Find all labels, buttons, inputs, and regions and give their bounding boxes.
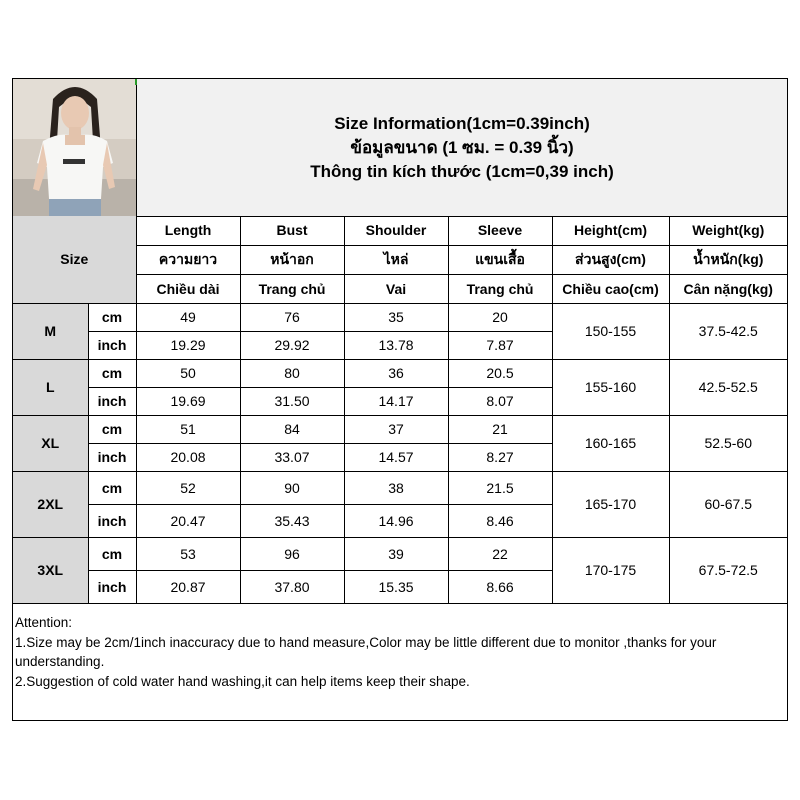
height-range: 155-160 (552, 359, 669, 415)
table-cell: 51 (136, 415, 240, 443)
table-cell: 29.92 (240, 331, 344, 359)
height-range: 150-155 (552, 303, 669, 359)
table-cell: 19.29 (136, 331, 240, 359)
attention-notes (15, 613, 785, 691)
unit-cm: cm (88, 359, 136, 387)
size-name: XL (13, 415, 88, 471)
table-cell: 35 (344, 303, 448, 331)
table-cell: 96 (240, 537, 344, 570)
table-cell: 8.46 (448, 504, 552, 537)
col-height-en: Height(cm) (552, 216, 669, 245)
weight-range: 67.5-72.5 (669, 537, 787, 603)
table-cell: 20.87 (136, 570, 240, 603)
table-cell: 50 (136, 359, 240, 387)
title-area (137, 79, 787, 216)
unit-cm: cm (88, 471, 136, 504)
chart-header (13, 79, 787, 217)
unit-inch: inch (88, 443, 136, 471)
model-image (13, 79, 136, 216)
table-cell: 31.50 (240, 387, 344, 415)
table-cell: 7.87 (448, 331, 552, 359)
table-cell: 37 (344, 415, 448, 443)
table-cell: 76 (240, 303, 344, 331)
weight-range: 52.5-60 (669, 415, 787, 471)
height-range: 165-170 (552, 471, 669, 537)
col-weight-vi: Cân nặng(kg) (669, 274, 787, 303)
table-cell: 37.80 (240, 570, 344, 603)
height-range: 160-165 (552, 415, 669, 471)
table-cell: 90 (240, 471, 344, 504)
size-name: L (13, 359, 88, 415)
weight-range: 37.5-42.5 (669, 303, 787, 359)
table-cell: 13.78 (344, 331, 448, 359)
table-cell: 49 (136, 303, 240, 331)
table-cell: 20.47 (136, 504, 240, 537)
table-cell: 20.08 (136, 443, 240, 471)
col-height-vi: Chiều cao(cm) (552, 274, 669, 303)
unit-cm: cm (88, 303, 136, 331)
unit-cm: cm (88, 537, 136, 570)
height-range: 170-175 (552, 537, 669, 603)
table-cell: 14.57 (344, 443, 448, 471)
table-cell: 14.17 (344, 387, 448, 415)
col-length-th: ความยาว (136, 245, 240, 274)
col-sleeve-en: Sleeve (448, 216, 552, 245)
col-bust-vi: Trang chủ (240, 274, 344, 303)
table-cell: 20.5 (448, 359, 552, 387)
table-cell: 33.07 (240, 443, 344, 471)
col-shoulder-en: Shoulder (344, 216, 448, 245)
unit-inch: inch (88, 387, 136, 415)
unit-inch: inch (88, 331, 136, 359)
size-name: 2XL (13, 471, 88, 537)
table-cell: 22 (448, 537, 552, 570)
size-table (13, 216, 787, 604)
product-photo (13, 79, 137, 216)
col-length-en: Length (136, 216, 240, 245)
col-length-vi: Chiều dài (136, 274, 240, 303)
note-line-2: 2.Suggestion of cold water hand washing,it can help items keep their shape. (15, 673, 470, 689)
notes-heading: Attention: (15, 615, 73, 630)
col-shoulder-th: ไหล่ (344, 245, 448, 274)
table-cell: 15.35 (344, 570, 448, 603)
col-bust-th: หน้าอก (240, 245, 344, 274)
table-cell: 21.5 (448, 471, 552, 504)
size-chart (12, 78, 788, 721)
table-cell: 35.43 (240, 504, 344, 537)
title-thai: ข้อมูลขนาด (1 ซม. = 0.39 นิ้ว) (350, 137, 574, 157)
weight-range: 60-67.5 (669, 471, 787, 537)
unit-cm: cm (88, 415, 136, 443)
col-weight-en: Weight(kg) (669, 216, 787, 245)
table-cell: 84 (240, 415, 344, 443)
table-cell: 8.66 (448, 570, 552, 603)
col-weight-th: น้ำหนัก(kg) (669, 245, 787, 274)
table-cell: 36 (344, 359, 448, 387)
table-cell: 21 (448, 415, 552, 443)
unit-inch: inch (88, 570, 136, 603)
col-sleeve-th: แขนเสื้อ (448, 245, 552, 274)
table-cell: 14.96 (344, 504, 448, 537)
table-cell: 8.27 (448, 443, 552, 471)
title-english: Size Information(1cm=0.39inch) (334, 113, 590, 133)
table-cell: 52 (136, 471, 240, 504)
table-cell: 53 (136, 537, 240, 570)
col-bust-en: Bust (240, 216, 344, 245)
col-sleeve-vi: Trang chủ (448, 274, 552, 303)
col-shoulder-vi: Vai (344, 274, 448, 303)
table-cell: 39 (344, 537, 448, 570)
size-name: M (13, 303, 88, 359)
note-line-1: 1.Size may be 2cm/1inch inaccuracy due to hand measure,Color may be little different due to monitor ,thanks for your understanding. (15, 634, 717, 669)
size-heading: Size (13, 216, 136, 303)
title-vietnamese: Thông tin kích thước (1cm=0,39 inch) (310, 161, 614, 181)
unit-inch: inch (88, 504, 136, 537)
col-height-th: ส่วนสูง(cm) (552, 245, 669, 274)
table-cell: 8.07 (448, 387, 552, 415)
table-cell: 20 (448, 303, 552, 331)
weight-range: 42.5-52.5 (669, 359, 787, 415)
table-cell: 80 (240, 359, 344, 387)
table-cell: 19.69 (136, 387, 240, 415)
size-name: 3XL (13, 537, 88, 603)
table-cell: 38 (344, 471, 448, 504)
